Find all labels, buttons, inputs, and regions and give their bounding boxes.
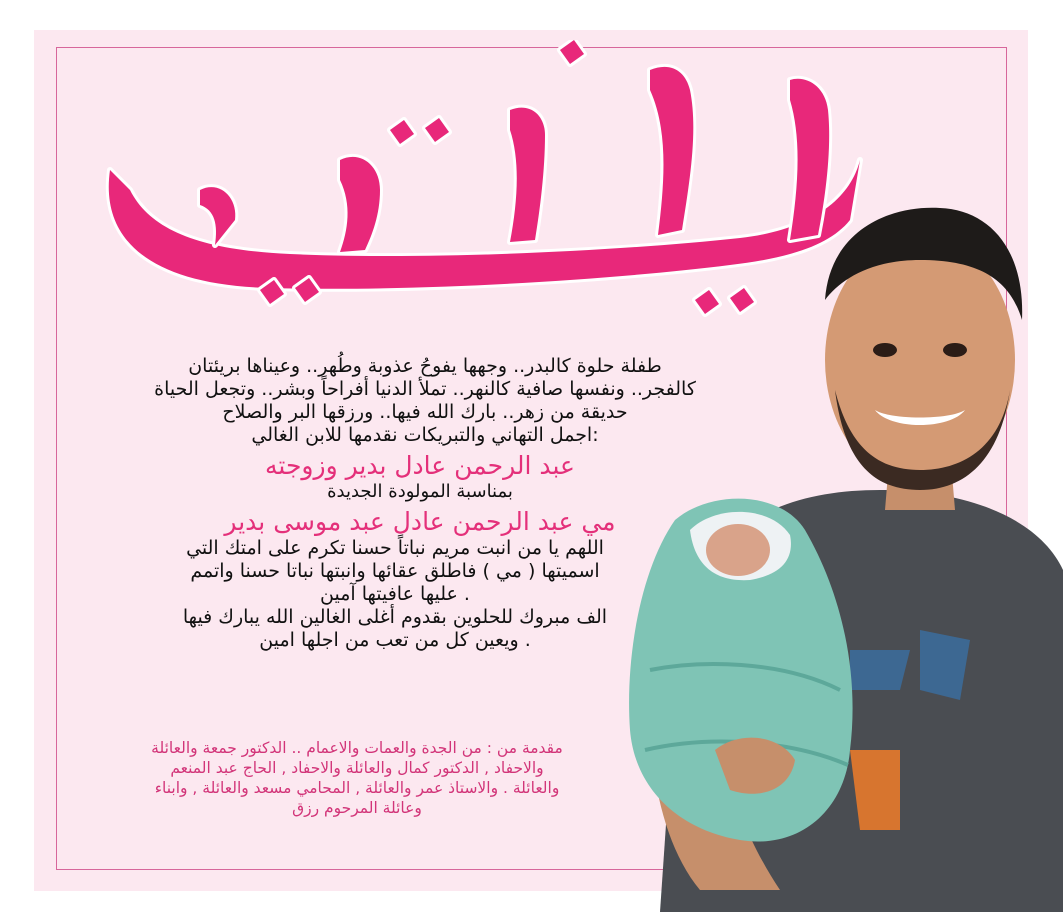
recipient-name: عبد الرحمن عادل بدير وزوجته bbox=[265, 451, 575, 480]
prayer-line: اللهم يا من انبت مريم نباتاً حسنا تكرم على امتك التي bbox=[186, 537, 604, 559]
baby-name: مي عبد الرحمن عادل عبد موسى بدير bbox=[224, 507, 616, 536]
prayer-line: الف مبروك للحلوين بقدوم أغلى الغالين الله يبارك فيها bbox=[182, 606, 608, 628]
prayer-paragraph bbox=[70, 537, 770, 652]
occasion-text: بمناسبة المولودة الجديدة bbox=[327, 481, 513, 502]
intro-line: طفلة حلوة كالبدر.. وجهها يفوحُ عذوبة وطُهر.. وعيناها بريئتان bbox=[188, 355, 662, 377]
intro-line: كالفجر.. ونفسها صافية كالنهر.. تملأ الدنيا أفراحاً وبشر.. وتجعل الحياة bbox=[154, 378, 696, 400]
intro-line: حديقة من زهر.. بارك الله فيها.. ورزقها البر والصلاح bbox=[222, 401, 628, 423]
prayer-line: . عليها عافيتها آمين bbox=[320, 583, 470, 605]
credits-line: والعائلة . والاستاذ عمر والعائلة , المحامي مسعد والعائلة , وابناء bbox=[154, 779, 560, 797]
message-body bbox=[70, 355, 770, 652]
prayer-line: . ويعين كل من تعب من اجلها امين bbox=[259, 629, 531, 651]
prayer-line: اسميتها ( مي ) فاطلق عقائها وانبتها نباتا حسنا واتمم bbox=[190, 560, 600, 582]
credits-paragraph bbox=[92, 738, 622, 818]
intro-paragraph bbox=[70, 355, 770, 447]
intro-line: :اجمل التهاني والتبريكات نقدمها للابن الغالي bbox=[251, 424, 599, 446]
credits-line: مقدمة من : من الجدة والعمات والاعمام .. الدكتور جمعة والعائلة bbox=[151, 739, 563, 757]
credits-line: وعائلة المرحوم رزق bbox=[292, 799, 422, 817]
credits-line: والاحفاد , الدكتور كمال والعائلة والاحفاد , الحاج عبد المنعم bbox=[170, 759, 544, 777]
